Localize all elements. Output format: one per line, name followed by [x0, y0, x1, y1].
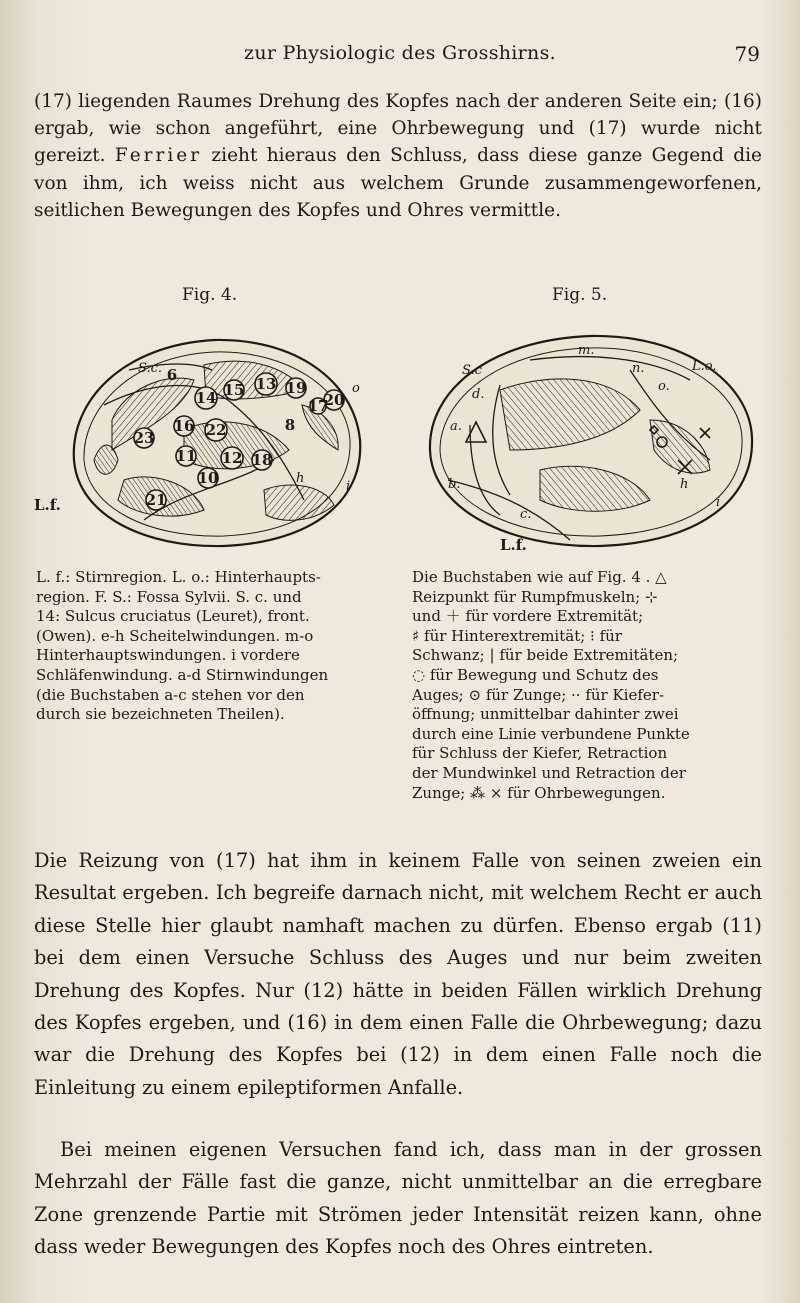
- caption-line: Schwanz; | für beide Extremitäten;: [412, 646, 679, 665]
- label-fig4-23: 23: [133, 429, 155, 447]
- label-fig5-d: d.: [472, 387, 485, 402]
- label-fig4-o: o: [352, 381, 360, 396]
- label-fig4-18: 18: [251, 451, 273, 469]
- caption-line: Auges; ⊙ für Zunge; ·· für Kiefer-: [412, 685, 665, 704]
- caption-line: Schläfenwindung. a-d Stirnwindungen: [36, 665, 329, 684]
- label-fig4-15: 15: [223, 381, 245, 399]
- label-fig4-sc: S.c.: [138, 361, 162, 376]
- figure-5-brain-illustration: [410, 310, 770, 560]
- label-fig4-6: 6: [166, 366, 178, 384]
- label-fig4-14: 14: [195, 389, 217, 407]
- caption-line: Reizpunkt für Rumpfmuskeln; ⊹: [412, 587, 658, 606]
- paragraph-3: Bei meinen eigenen Versuchen fand ich, dass man in der grossen Mehrzahl der Fälle fast die ganze, nicht unmittelbar an die erregbare Zone grenzende Partie mit Strömen jeder Intensität reizen kann, ohne dass weder Bewegungen des Kopfes noch des Ohres eintreten.: [34, 1138, 762, 1259]
- label-fig5-i: i: [716, 495, 721, 510]
- label-fig5-n: n.: [632, 361, 645, 376]
- paragraph-2: Die Reizung von (17) hat ihm in keinem Falle von seinen zweien ein Resultat ergeben. Ich begreife darnach nicht, mit welchem Recht er auch diese Stelle hier glaubt namhaft machen zu dürfen. Ebenso ergab (11) bei dem einen Versuche Schluss des Auges und nur beim zweiten Drehung des Kopfes. Nur (12) hätte in beiden Fällen wirklich Drehung des Kopfes ergeben, und (16) in dem einen Falle die Ohrbewegung; dazu war die Drehung des Kopfes bei (12) in dem einen Falle noch die Einleitung zu einem epileptiformen Anfalle.: [34, 849, 762, 1099]
- label-fig5-o: o.: [658, 379, 670, 394]
- label-fig4-lf: L.f.: [34, 496, 61, 514]
- label-fig5-h: h: [680, 477, 689, 492]
- label-fig4-8: 8: [284, 416, 296, 434]
- label-fig4-16: 16: [173, 417, 195, 435]
- label-fig4-11: 11: [175, 447, 197, 465]
- caption-line: ♯ für Hinterextremität; ⁝ für: [412, 626, 622, 645]
- running-title: zur Physiologic des Grosshirns.: [244, 42, 556, 64]
- caption-line: Zunge; ⁂ × für Ohrbewegungen.: [412, 783, 666, 802]
- figure-4-caption: [36, 568, 386, 725]
- caption-line: region. F. S.: Fossa Sylvii. S. c. und: [36, 587, 302, 606]
- author-name-ferrier: Ferrier: [114, 145, 203, 167]
- caption-line: und ＋ für vordere Extremität;: [412, 607, 644, 626]
- label-fig4-19: 19: [285, 379, 307, 397]
- caption-line: 14: Sulcus cruciatus (Leuret), front.: [36, 607, 310, 626]
- label-fig4-i: i: [346, 479, 351, 494]
- label-fig4-20: 20: [323, 391, 345, 409]
- label-fig4-13: 13: [255, 375, 277, 393]
- caption-line: für Schluss der Kiefer, Retraction: [412, 744, 668, 763]
- label-fig5-sc: S.c: [462, 363, 482, 378]
- label-fig5-lf: L.f.: [500, 536, 527, 554]
- label-fig5-b: b.: [448, 477, 461, 492]
- label-fig4-22: 22: [205, 421, 227, 439]
- page-number: 79: [734, 42, 760, 66]
- label-fig5-lo: L.o.: [692, 359, 717, 374]
- label-fig5-m: m.: [578, 343, 595, 358]
- caption-line: öffnung; unmittelbar dahinter zwei: [412, 705, 679, 724]
- caption-line: ◌ für Bewegung und Schutz des: [412, 665, 659, 684]
- caption-line: (die Buchstaben a-c stehen vor den: [36, 685, 305, 704]
- figure-5-caption: [412, 568, 764, 803]
- paragraph-1-after: zieht hieraus den Schluss, dass diese ganze Gegend die von ihm, ich weiss nicht aus welchem Grunde zusammengeworfenen, seitlichen Bewegungen des Kopfes und Ohres vermittle.: [34, 145, 762, 221]
- caption-line: Die Buchstaben wie auf Fig. 4 . △: [412, 568, 667, 586]
- caption-line: durch eine Linie verbundene Punkte: [412, 724, 690, 743]
- label-fig4-h: h: [296, 471, 305, 486]
- label-fig4-17: 17: [307, 397, 329, 415]
- figure-5-label: Fig. 5.: [552, 285, 608, 305]
- running-head: [40, 42, 760, 72]
- paragraph-1: [34, 88, 762, 224]
- label-fig5-c: c.: [520, 507, 532, 522]
- caption-line: der Mundwinkel und Retraction der: [412, 763, 686, 782]
- figure-4-label: Fig. 4.: [182, 285, 238, 305]
- figure-4-brain-illustration: [34, 310, 404, 565]
- label-fig4-21: 21: [145, 491, 167, 509]
- label-fig4-12: 12: [221, 449, 243, 467]
- caption-line: (Owen). e-h Scheitelwindungen. m-o: [36, 626, 314, 645]
- caption-line: Hinterhauptswindungen. i vordere: [36, 646, 300, 665]
- caption-line: L. f.: Stirnregion. L. o.: Hinterhaupts-: [36, 568, 321, 586]
- label-fig4-10: 10: [197, 469, 219, 487]
- caption-line: durch sie bezeichneten Theilen).: [36, 705, 285, 724]
- paragraph-1-before: (17) liegenden Raumes Drehung des Kopfes nach der anderen Seite ein; (16) ergab, wie schon angeführt, eine Ohrbewegung und (17) wurde nicht gereizt.: [34, 91, 762, 167]
- label-fig5-a: a.: [450, 419, 462, 434]
